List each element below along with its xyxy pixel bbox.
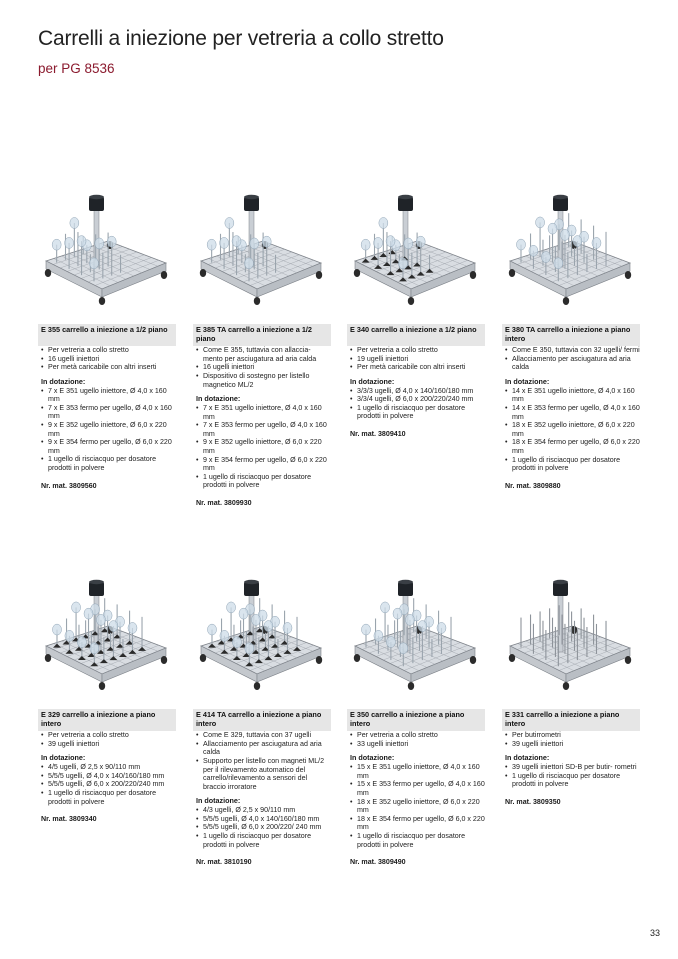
equipment-item: • 5/5/5 ugelli, Ø 6,0 x 200/220/240 mm: [41, 780, 176, 789]
rack-image: [502, 193, 640, 317]
equipment-item: • 1 ugello di risciacquo per dosatore prodotti in polvere: [196, 473, 331, 490]
product-card: [502, 578, 640, 807]
equipment-list: [38, 763, 176, 806]
injector-rack-illustration: [347, 193, 485, 317]
feature-item: • Per vetreria a collo stretto: [350, 731, 485, 740]
equipment-item: • 3/3/4 ugelli, Ø 6,0 x 200/220/240 mm: [350, 395, 485, 404]
equipment-item: • 1 ugello di risciacquo per dosatore prodotti in polvere: [505, 456, 640, 473]
feature-item: • Per metà caricabile con altri inserti: [41, 363, 176, 372]
material-number: Nr. mat. 3809930: [196, 498, 252, 507]
material-number: Nr. mat. 3809560: [41, 481, 97, 490]
equipment-item: • 5/5/5 ugelli, Ø 6,0 x 200/220/ 240 mm: [196, 823, 331, 832]
equipment-item: • 15 x E 351 ugello iniettore, Ø 4,0 x 160 mm: [350, 763, 485, 780]
product-header: E 331 carrello a iniezione a piano intero: [502, 709, 640, 731]
feature-item: • 16 ugelli iniettori: [41, 355, 176, 364]
material-number: Nr. mat. 3809340: [41, 815, 97, 824]
equipment-list: [347, 387, 485, 421]
material-number: Nr. mat. 3809880: [505, 481, 561, 490]
product-header: E 414 TA carrello a iniezione a piano intero: [193, 709, 331, 731]
equipment-item: • 5/5/5 ugelli, Ø 4,0 x 140/160/180 mm: [196, 815, 331, 824]
feature-item: • Per metà caricabile con altri inserti: [350, 363, 485, 372]
material-number: Nr. mat. 3809490: [350, 858, 406, 867]
equipment-item: • 14 x E 353 fermo per ugello, Ø 4,0 x 160 mm: [505, 404, 640, 421]
equipment-list: [347, 763, 485, 849]
product-card: [193, 578, 331, 867]
product-header: E 385 TA carrello a iniezione a 1/2 piano: [193, 324, 331, 346]
equipment-list: [193, 806, 331, 849]
feature-item: • Come E 355, tuttavia con allaccia- mento per asciugatura ad aria calda: [196, 346, 331, 363]
equipment-item: • 1 ugello di risciacquo per dosatore prodotti in polvere: [41, 455, 176, 472]
equipment-item: • 5/5/5 ugelli, Ø 4,0 x 140/160/180 mm: [41, 772, 176, 781]
product-card: [38, 578, 176, 824]
feature-list: [502, 346, 640, 372]
injector-rack-illustration: [193, 578, 331, 702]
feature-item: • 19 ugelli iniettori: [350, 355, 485, 364]
rack-image: [38, 578, 176, 702]
feature-item: • Come E 329, tuttavia con 37 ugelli: [196, 731, 331, 740]
equipment-item: • 9 x E 354 fermo per ugello, Ø 6,0 x 220 mm: [196, 456, 331, 473]
equipment-item: • 1 ugello di risciacquo per dosatore prodotti in polvere: [350, 832, 485, 849]
feature-item: • Per vetreria a collo stretto: [41, 346, 176, 355]
product-card: [347, 193, 485, 439]
equipment-title: In dotazione:: [505, 753, 550, 763]
equipment-list: [38, 387, 176, 473]
product-card: [502, 193, 640, 490]
equipment-title: In dotazione:: [196, 394, 241, 404]
equipment-item: • 14 x E 351 ugello iniettore, Ø 4,0 x 160 mm: [505, 387, 640, 404]
injector-rack-illustration: [347, 578, 485, 702]
page-title: Carrelli a iniezione per vetreria a collo stretto: [38, 27, 444, 50]
equipment-item: • 18 x E 354 fermo per ugello, Ø 6,0 x 220 mm: [350, 815, 485, 832]
equipment-item: • 9 x E 352 ugello iniettore, Ø 6,0 x 220 mm: [196, 438, 331, 455]
equipment-item: • 7 x E 353 fermo per ugello, Ø 4,0 x 160 mm: [41, 404, 176, 421]
product-header: E 329 carrello a iniezione a piano intero: [38, 709, 176, 731]
equipment-item: • 18 x E 352 ugello iniettore, Ø 6,0 x 220 mm: [350, 798, 485, 815]
equipment-item: • 7 x E 353 fermo per ugello, Ø 4,0 x 160 mm: [196, 421, 331, 438]
equipment-title: In dotazione:: [41, 753, 86, 763]
equipment-title: In dotazione:: [350, 376, 395, 386]
feature-list: [38, 731, 176, 748]
rack-image: [193, 193, 331, 317]
equipment-title: In dotazione:: [505, 376, 550, 386]
rack-image: [502, 578, 640, 702]
equipment-item: • 18 x E 352 ugello iniettore, Ø 6,0 x 220 mm: [505, 421, 640, 438]
feature-list: [502, 731, 640, 748]
product-card: [38, 193, 176, 490]
feature-item: • Per vetreria a collo stretto: [41, 731, 176, 740]
material-number: Nr. mat. 3810190: [196, 858, 252, 867]
rack-image: [347, 578, 485, 702]
feature-item: • 39 ugelli iniettori: [505, 740, 640, 749]
injector-rack-illustration: [38, 578, 176, 702]
feature-item: • Per butirrometri: [505, 731, 640, 740]
rack-image: [347, 193, 485, 317]
rack-image: [38, 193, 176, 317]
equipment-item: • 39 ugelli iniettori SD-B per butir- rometri: [505, 763, 640, 772]
product-header: E 350 carrello a iniezione a piano intero: [347, 709, 485, 731]
feature-item: • 33 ugelli iniettori: [350, 740, 485, 749]
product-header: E 355 carrello a iniezione a 1/2 piano: [38, 324, 176, 346]
page-subtitle: per PG 8536: [38, 61, 115, 76]
equipment-item: • 3/3/3 ugelli, Ø 4,0 x 140/160/180 mm: [350, 387, 485, 396]
rack-image: [193, 578, 331, 702]
feature-list: [347, 346, 485, 372]
equipment-item: • 1 ugello di risciacquo per dosatore prodotti in polvere: [350, 404, 485, 421]
equipment-list: [193, 404, 331, 490]
equipment-item: • 4/3 ugelli, Ø 2,5 x 90/110 mm: [196, 806, 331, 815]
feature-item: • Per vetreria a collo stretto: [350, 346, 485, 355]
equipment-item: • 1 ugello di risciacquo per dosatore prodotti in polvere: [505, 772, 640, 789]
equipment-item: • 1 ugello di risciacquo per dosatore prodotti in polvere: [196, 832, 331, 849]
equipment-item: • 18 x E 354 fermo per ugello, Ø 6,0 x 220 mm: [505, 438, 640, 455]
equipment-item: • 1 ugello di risciacquo per dosatore prodotti in polvere: [41, 789, 176, 806]
material-number: Nr. mat. 3809410: [350, 429, 406, 438]
feature-item: • 39 ugelli iniettori: [41, 740, 176, 749]
equipment-list: [502, 763, 640, 789]
equipment-item: • 7 x E 351 ugello iniettore, Ø 4,0 x 160 mm: [41, 387, 176, 404]
feature-list: [38, 346, 176, 372]
equipment-title: In dotazione:: [196, 796, 241, 806]
material-number: Nr. mat. 3809350: [505, 797, 561, 806]
feature-item: • Allacciamento per asciugatura ad aria calda: [196, 740, 331, 757]
equipment-item: • 9 x E 352 ugello iniettore, Ø 6,0 x 220 mm: [41, 421, 176, 438]
feature-item: • 16 ugelli iniettori: [196, 363, 331, 372]
injector-rack-illustration: [193, 193, 331, 317]
feature-list: [347, 731, 485, 748]
equipment-item: • 9 x E 354 fermo per ugello, Ø 6,0 x 220 mm: [41, 438, 176, 455]
product-header: E 380 TA carrello a iniezione a piano intero: [502, 324, 640, 346]
product-header: E 340 carrello a iniezione a 1/2 piano: [347, 324, 485, 346]
equipment-item: • 15 x E 353 fermo per ugello, Ø 4,0 x 160 mm: [350, 780, 485, 797]
feature-list: [193, 731, 331, 791]
equipment-list: [502, 387, 640, 473]
equipment-item: • 4/5 ugelli, Ø 2,5 x 90/110 mm: [41, 763, 176, 772]
equipment-title: In dotazione:: [41, 376, 86, 386]
injector-rack-illustration: [502, 578, 640, 702]
feature-item: • Allacciamento per asciugatura ad aria calda: [505, 355, 640, 372]
feature-item: • Come E 350, tuttavia con 32 ugelli/ fermi: [505, 346, 640, 355]
injector-rack-illustration: [502, 193, 640, 317]
product-card: [347, 578, 485, 867]
feature-list: [193, 346, 331, 389]
injector-rack-illustration: [38, 193, 176, 317]
equipment-title: In dotazione:: [350, 753, 395, 763]
page-number: 33: [650, 928, 661, 938]
product-card: [193, 193, 331, 507]
equipment-item: • 7 x E 351 ugello iniettore, Ø 4,0 x 160 mm: [196, 404, 331, 421]
feature-item: • Supporto per listello con magneti ML/2 per il rilevamento automatico del carrello/rilevamento a sensori del braccio irroratore: [196, 757, 331, 791]
feature-item: • Dispositivo di sostegno per listello magnetico ML/2: [196, 372, 331, 389]
